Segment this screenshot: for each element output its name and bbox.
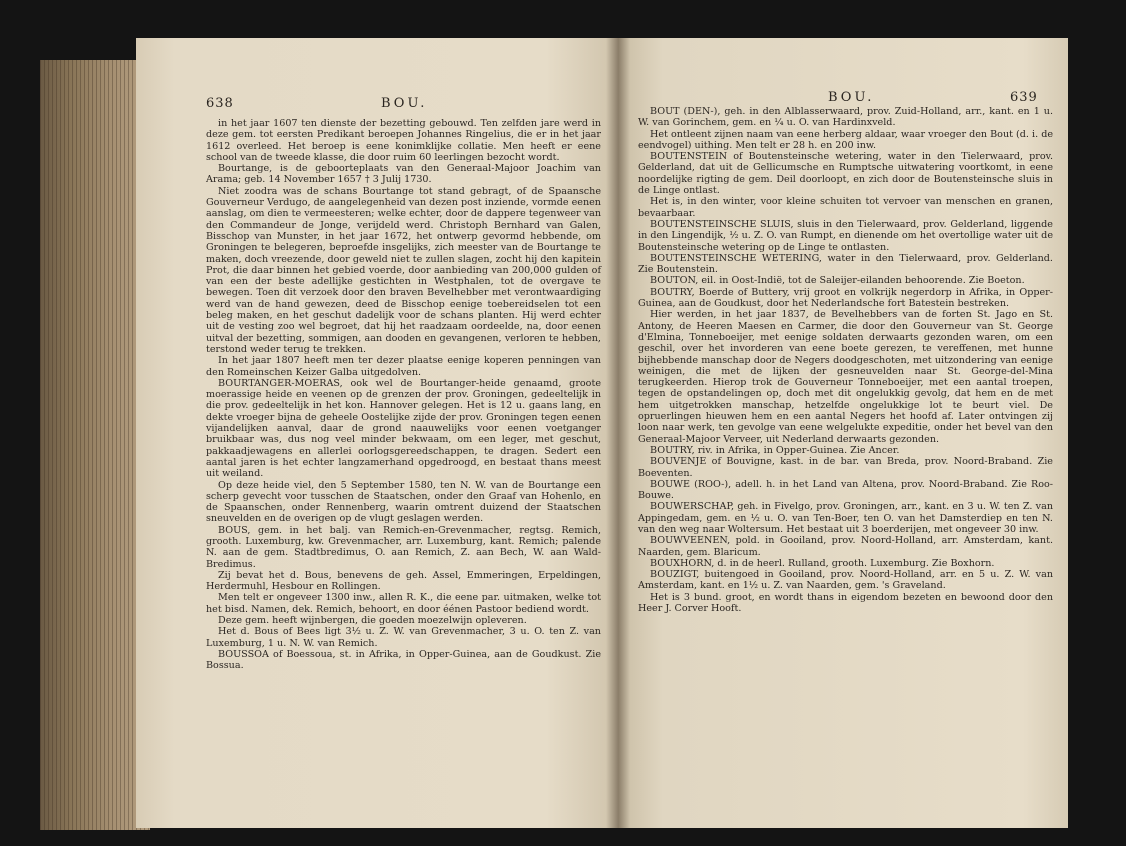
left-running-head: BOU. [381,96,428,111]
paragraph: BOUSSOA of Boessoua, st. in Afrika, in Opper-Guinea, aan de Goudkust. Zie Bossua. [206,648,601,672]
right-page [618,38,1068,828]
paragraph: Hier werden, in het jaar 1837, de Bevelhebbers van de forten St. Jago en St. Antony, de Heeren Maesen en Carmer, die door den Gouverneur van St. George d'Elmina, Tonneboeijer, met eenige soldaten derwaarts gezonden waren, om een geschil, over het invorderen van eene boete gerezen, te vereffenen, met hunne bijhebbende manschap door de Negers doodgeschoten, met uitzondering van eenige weinigen, die met de lijken der gesneuvelden naar St. George-del-Mina terugkeerden. Hierop trok de Gouverneur Tonneboeijer, met een aantal troepen, tegen de opstandelingen op, doch met dit ongelukkig gevolg, dat hem en de met hem uitgetrokken manschap, hetzelfde ongelukkige lot te beurt viel. De opruerlingen hieuwen hem en een aantal Negers het hoofd af. Later ontvingen zij loon naar werk, ten gevolge van eene welgelukte expeditie, onder het bevel van den Generaal-Majoor Verveer, uit Nederland derwaarts gezonden. [638,309,1053,445]
paragraph: Deze gem. heeft wijnbergen, die goeden moezelwijn opleveren. [218,615,527,627]
paragraph: Het is 3 bund. groot, en wordt thans in eigendom bezeten en bewoond door den Heer J. Corver Hooft. [638,591,1053,615]
paragraph: BOURTANGER-MOERAS, ook wel de Bourtanger-heide genaamd, groote moerassige heide en veenen op de grenzen der prov. Groningen, gedeeltelijk in die prov. gedeeltelijk in het kon. Hannover gelegen. Het is 12 u. gaans lang, en dekte vroeger bijna de geheele Oostelijke zijde der prov. Groningen tegen eenen vijandelijken aanval, daar de grond naauwelijks voor eenen voetganger bruikbaar was, dus nog veel minder bekwaam, om een leger, met geschut, pakkaadjewagens en allerlei oorlogsgereedschappen, te dragen. Sedert een aantal jaren is het echter langzamerhand opgedroogd, en bestaat thans meest uit weiland. [206,377,601,480]
right-page-number: 639 [1010,90,1038,105]
paragraph: Het ontleent zijnen naam van eene herberg aldaar, waar vroeger den Bout (d. i. de eendvogel) uithing. Men telt er 28 h. en 200 inw. [638,128,1054,151]
right-running-head: BOU. [828,90,875,105]
paragraph: BOUTENSTEIN of Boutensteinsche wetering, water in den Tielerwaard, prov. Gelderland, dat uit de Gellicumsche en Rumptsche uitwatering voortkomt, in eene noordelijke rigting de gem. Deil doorloopt, en zich door de Boutensteinsche sluis in de Linge ontlast. [638,151,1053,197]
book-gutter [606,38,630,828]
paragraph: in het jaar 1607 ten dienste der bezetting gebouwd. Ten zelfden jare werd in deze gem. tot eersten Predikant beroepen Johannes Ringelius, die er in het jaar 1612 overleed. Het beroep is eene konimklijke collatie. Men heeft er eene school van de tweede klasse, die door ruim 60 leerlingen bezocht wordt. [206,118,601,163]
paragraph: BOUTRY, Boerde of Buttery, vrij groot en volkrijk negerdorp in Afrika, in Opper-Guinea, aan de Goudkust, door het Nederlandsche fort Batestein bestreken. [638,286,1053,310]
paragraph: Men telt er ongeveer 1300 inw., allen R. K., die eene par. uitmaken, welke tot het bisd. Namen, dek. Remich, behoort, en door éénen Pastoor bediend wordt. [206,592,601,615]
left-page-text [206,118,601,672]
paragraph: BOUZIGT, buitengoed in Gooiland, prov. Noord-Holland, arr. en 5 u. Z. W. van Amsterdam, kant. en 1½ u. Z. van Naarden, gem. 's Graveland. [638,569,1053,592]
paragraph: BOUXHORN, d. in de heerl. Rulland, grooth. Luxemburg. Zie Boxhorn. [650,557,995,569]
left-page [136,38,618,828]
paragraph: BOUTRY, riv. in Afrika, in Opper-Guinea. Zie Ancer. [650,444,900,456]
paragraph: BOUTENSTEINSCHE WETERING, water in den Tielerwaard, prov. Gelderland. Zie Boutenstein. [638,252,1053,276]
right-page-text [638,106,1053,614]
paragraph: BOUWVEENEN, pold. in Gooiland, prov. Noord-Holland, arr. Amsterdam, kant. Naarden, gem. Blaricum. [638,535,1053,558]
paragraph: Het d. Bous of Bees ligt 3½ u. Z. W. van Grevenmacher, 3 u. O. ten Z. van Luxemburg, 1 u. N. W. van Remich. [206,626,601,649]
paragraph: BOUT (DEN-), geh. in den Alblasserwaard, prov. Zuid-Holland, arr., kant. en 1 u. W. van Gorinchem, gem. en ¼ u. O. van Hardinxveld. [638,106,1053,129]
paragraph: Bourtange, is de geboorteplaats van den Generaal-Majoor Joachim van Arama; geb. 14 November 1657 † 3 Julij 1730. [206,163,601,186]
paragraph: BOUS, gem. in het balj. van Remich-en-Grevenmacher, regtsg. Remich, grooth. Luxemburg, kw. Grevenmacher, arr. Luxemburg, kant. Remich; palende N. aan de gem. Stadtbredimus, O. aan Remich, Z. aan Bech, W. aan Wald-Bredimus. [206,524,601,570]
open-book [40,20,1100,835]
paragraph: BOUWE (ROO-), adell. h. in het Land van Altena, prov. Noord-Braband. Zie Roo-Bouwe. [638,478,1053,502]
paragraph: BOUVENJE of Bouvigne, kast. in de bar. van Breda, prov. Noord-Braband. Zie Boeventen. [638,456,1053,479]
paragraph: In het jaar 1807 heeft men ter dezer plaatse eenige koperen penningen van den Romeinschen Keizer Galba uitgedolven. [206,355,601,378]
paragraph: Het is, in den winter, voor kleine schuiten tot vervoer van menschen en granen, bevaarbaar. [638,196,1053,219]
paragraph: BOUTENSTEINSCHE SLUIS, sluis in den Tielerwaard, prov. Gelderland, liggende in den Lingendijk, ½ u. Z. O. van Rumpt, en dienende om het overtollige water uit de Boutensteinsche wetering op de Linge te ontlasten. [638,218,1053,253]
page-edge-lines [40,60,150,830]
left-page-number: 638 [206,96,234,111]
paragraph: BOUWERSCHAP, geh. in Fivelgo, prov. Groningen, arr., kant. en 3 u. W. ten Z. van Appingedam, gem. en ½ u. O. van Ten-Boer, ten O. van het Damsterdiep en ten N. van den weg naar Woltersum. Het bestaat uit 3 boerderijen, met ongeveer 30 inw. [638,501,1053,535]
paragraph: Op deze heide viel, den 5 September 1580, ten N. W. van de Bourtange een scherp gevecht voor tusschen de Staatschen, onder den Graaf van Hohenlo, en de Spaanschen, onder Rennenberg, waarin omtrent duizend der Staatschen sneuvelden en de overigen op de vlugt geslagen werden. [206,479,601,525]
paragraph: Zij bevat het d. Bous, benevens de geh. Assel, Emmeringen, Erpeldingen, Herdermuhl, Hesbour en Rollingen. [206,569,601,593]
paragraph: Niet zoodra was de schans Bourtange tot stand gebragt, of de Spaansche Gouverneur Verdugo, de aangelegenheid van dezen post inziende, vormde eenen aanslag, om dien te vermeesteren; welke echter, door de dappere tegenweer van den Commandeur de Jonge, verijdeld werd. Christoph Bernhard van Galen, Bisschop van Munster, in het jaar 1672, het ontwerp gevormd hebbende, om Groningen te belegeren, beproefde insgelijks, zich meester van de Bourtange te maken, doch vreezende, door geweld niet te zullen slagen, zocht hij den kapitein Prot, die daar binnen het gebied voerde, door aanbieding van 200,000 gulden of van een der beste adellijke gestichten in Westphalen, tot de overgave te bewegen. Toen dit verzoek door den braven Bevelhebber met verontwaardiging werd van de hand gewezen, deed de Bisschop eenige toebereidselen tot een beleg maken, en het geschut dadelijk voor de schans planten. Hij werd echter uit de vesting zoo wel begroet, dat hij het raadzaam oordeelde, na, door eenen uitval der bezetting, sommigen, aan dooden en gevangenen, verloren te hebben, terstond weder terug te trekken. [206,185,601,355]
paragraph: BOUTON, eil. in Oost-Indië, tot de Saleijer-eilanden behoorende. Zie Boeton. [650,275,1025,287]
